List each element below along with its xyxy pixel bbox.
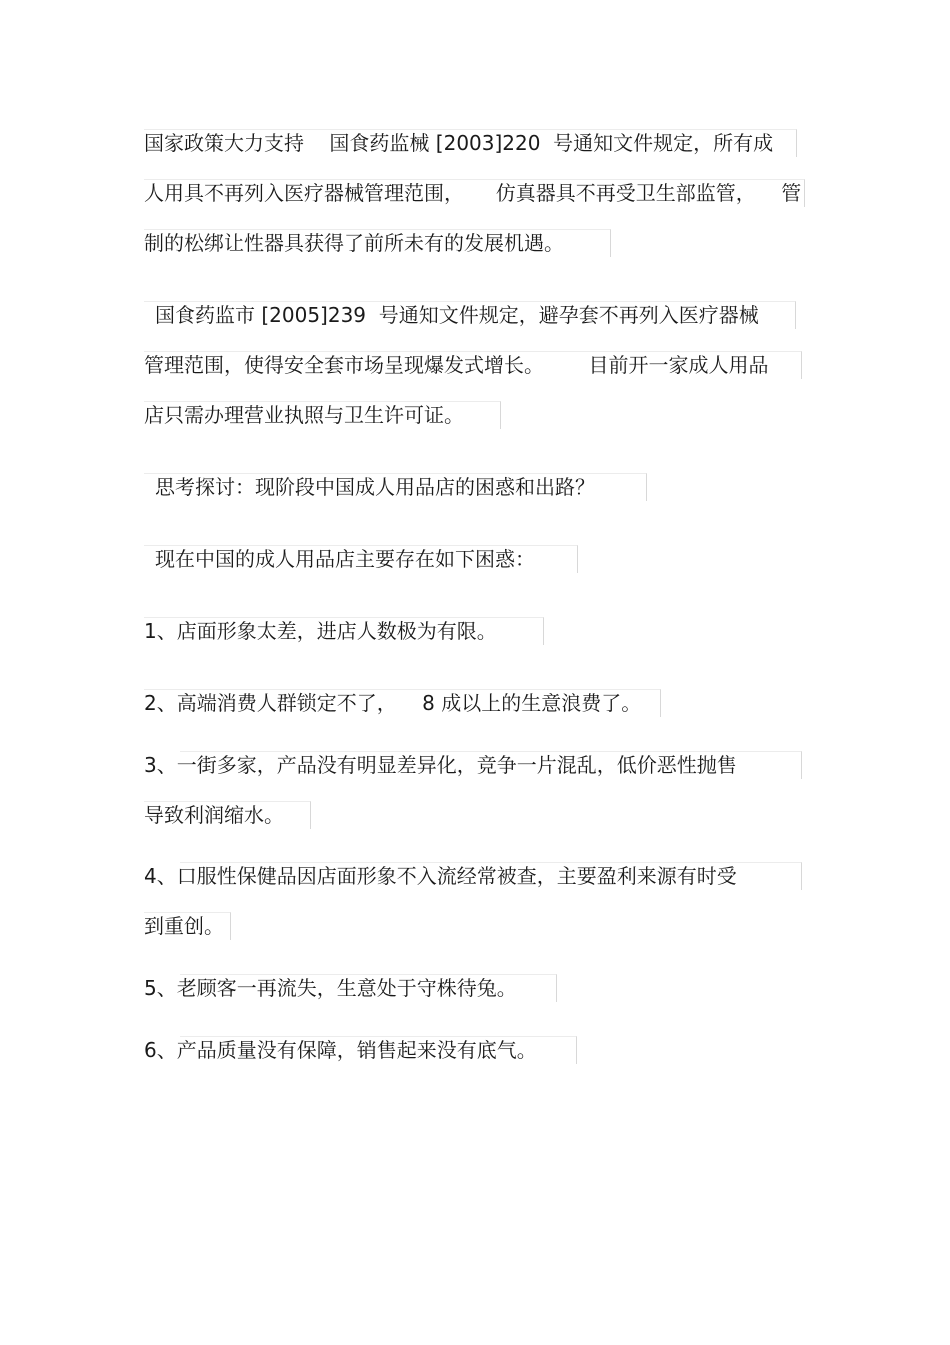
paragraph-policy-line-2: 人用具不再列入医疗器械管理范围， 仿真器具不再受卫生部监管， 管 [144,181,802,205]
list-item-5: 5、老顾客一再流失，生意处于守株待兔。 [144,976,517,1000]
list-item-4-line-1: 4、口服性保健品因店面形象不入流经常被查，主要盈利来源有时受 [144,864,737,888]
list-item-2: 2、高端消费人群锁定不了， 8 成以上的生意浪费了。 [144,691,642,715]
paragraph-condom-line-3: 店只需办理营业执照与卫生许可证。 [144,403,464,427]
list-item-6: 6、产品质量没有保障，销售起来没有底气。 [144,1038,537,1062]
paragraph-policy-line-3: 制的松绑让性器具获得了前所未有的发展机遇。 [144,231,564,255]
list-intro: 现在中国的成人用品店主要存在如下困惑： [155,547,535,571]
list-item-1: 1、店面形象太差，进店人数极为有限。 [144,619,497,643]
discussion-heading: 思考探讨：现阶段中国成人用品店的困惑和出路？ [155,475,595,499]
paragraph-policy-line-1: 国家政策大力支持 国食药监械 [2003]220 号通知文件规定，所有成 [144,131,774,155]
list-item-3-line-1: 3、一街多家，产品没有明显差异化，竞争一片混乱，低价恶性抛售 [144,753,737,777]
list-item-4-line-2: 到重创。 [144,914,224,938]
paragraph-condom-line-1: 国食药监市 [2005]239 号通知文件规定，避孕套不再列入医疗器械 [155,303,759,327]
paragraph-condom-line-2: 管理范围，使得安全套市场呈现爆发式增长。 目前开一家成人用品 [144,353,769,377]
list-item-3-line-2: 导致利润缩水。 [144,803,284,827]
